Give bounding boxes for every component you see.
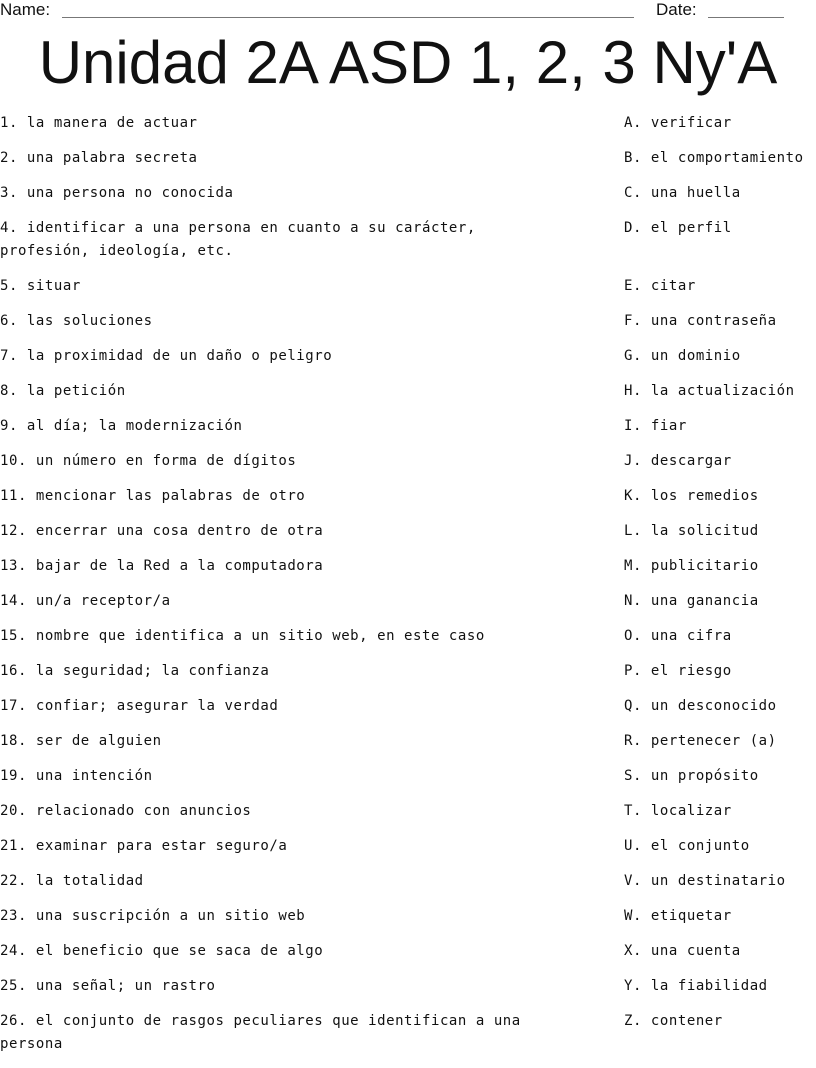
matching-row (0, 112, 816, 147)
question-text: 2. una palabra secreta (0, 150, 198, 166)
matching-row (0, 1010, 816, 1068)
question-text: 24. el beneficio que se saca de algo (0, 943, 324, 959)
answer-option: Z. contener (624, 1013, 723, 1029)
date-label: Date: (656, 0, 697, 19)
matching-row (0, 660, 816, 695)
answer-option: I. fiar (624, 418, 687, 434)
answer-option: E. citar (624, 278, 696, 294)
matching-row (0, 380, 816, 415)
worksheet-header (0, 0, 816, 22)
matching-row (0, 905, 816, 940)
matching-row (0, 695, 816, 730)
question-text: 15. nombre que identifica a un sitio web, en este caso (0, 628, 485, 644)
matching-row (0, 217, 816, 275)
answer-option: H. la actualización (624, 383, 795, 399)
matching-row (0, 450, 816, 485)
question-text: 9. al día; la modernización (0, 418, 243, 434)
question-text: 26. el conjunto de rasgos peculiares que identifican a una persona (0, 1013, 521, 1052)
matching-row (0, 345, 816, 380)
question-text: 8. la petición (0, 383, 126, 399)
question-text: 22. la totalidad (0, 873, 144, 889)
question-text: 21. examinar para estar seguro/a (0, 838, 288, 854)
question-text: 19. una intención (0, 768, 153, 784)
page-title: Unidad 2A ASD 1, 2, 3 Ny'A (38, 29, 778, 96)
question-text: 13. bajar de la Red a la computadora (0, 558, 324, 574)
answer-option: B. el comportamiento (624, 150, 804, 166)
matching-row (0, 310, 816, 345)
question-text: 7. la proximidad de un daño o peligro (0, 348, 333, 364)
answer-option: Y. la fiabilidad (624, 978, 768, 994)
answer-option: R. pertenecer (a) (624, 733, 777, 749)
answer-option: Q. un desconocido (624, 698, 777, 714)
matching-row (0, 182, 816, 217)
date-blank-line (708, 17, 784, 18)
question-text: 18. ser de alguien (0, 733, 162, 749)
answer-option: J. descargar (624, 453, 732, 469)
answer-option: S. un propósito (624, 768, 759, 784)
matching-row (0, 835, 816, 870)
matching-row (0, 590, 816, 625)
question-text: 23. una suscripción a un sitio web (0, 908, 306, 924)
answer-option: U. el conjunto (624, 838, 750, 854)
matching-row (0, 730, 816, 765)
matching-row (0, 275, 816, 310)
matching-row (0, 555, 816, 590)
matching-row (0, 800, 816, 835)
matching-row (0, 975, 816, 1010)
question-text: 11. mencionar las palabras de otro (0, 488, 306, 504)
name-blank-line (62, 17, 634, 18)
question-text: 4. identificar a una persona en cuanto a su carácter, profesión, ideología, etc. (0, 220, 476, 259)
question-text: 1. la manera de actuar (0, 115, 198, 131)
answer-option: G. un dominio (624, 348, 741, 364)
matching-row (0, 147, 816, 182)
answer-option: A. verificar (624, 115, 732, 131)
question-text: 20. relacionado con anuncios (0, 803, 252, 819)
question-text: 14. un/a receptor/a (0, 593, 171, 609)
answer-option: O. una cifra (624, 628, 732, 644)
matching-row (0, 625, 816, 660)
answer-option: P. el riesgo (624, 663, 732, 679)
answer-option: T. localizar (624, 803, 732, 819)
matching-row (0, 485, 816, 520)
answer-option: K. los remedios (624, 488, 759, 504)
matching-row (0, 870, 816, 905)
question-text: 16. la seguridad; la confianza (0, 663, 270, 679)
answer-option: M. publicitario (624, 558, 759, 574)
matching-row (0, 940, 816, 975)
matching-list (0, 112, 816, 1068)
question-text: 17. confiar; asegurar la verdad (0, 698, 279, 714)
question-text: 5. situar (0, 278, 81, 294)
answer-option: D. el perfil (624, 220, 732, 236)
question-text: 12. encerrar una cosa dentro de otra (0, 523, 324, 539)
answer-option: L. la solicitud (624, 523, 759, 539)
name-label: Name: (0, 0, 51, 19)
matching-row (0, 415, 816, 450)
answer-option: N. una ganancia (624, 593, 759, 609)
answer-option: V. un destinatario (624, 873, 786, 889)
question-text: 3. una persona no conocida (0, 185, 234, 201)
question-text: 6. las soluciones (0, 313, 153, 329)
answer-option: X. una cuenta (624, 943, 741, 959)
question-text: 10. un número en forma de dígitos (0, 453, 297, 469)
matching-row (0, 765, 816, 800)
matching-row (0, 520, 816, 555)
question-text: 25. una señal; un rastro (0, 978, 216, 994)
answer-option: F. una contraseña (624, 313, 777, 329)
answer-option: C. una huella (624, 185, 741, 201)
answer-option: W. etiquetar (624, 908, 732, 924)
